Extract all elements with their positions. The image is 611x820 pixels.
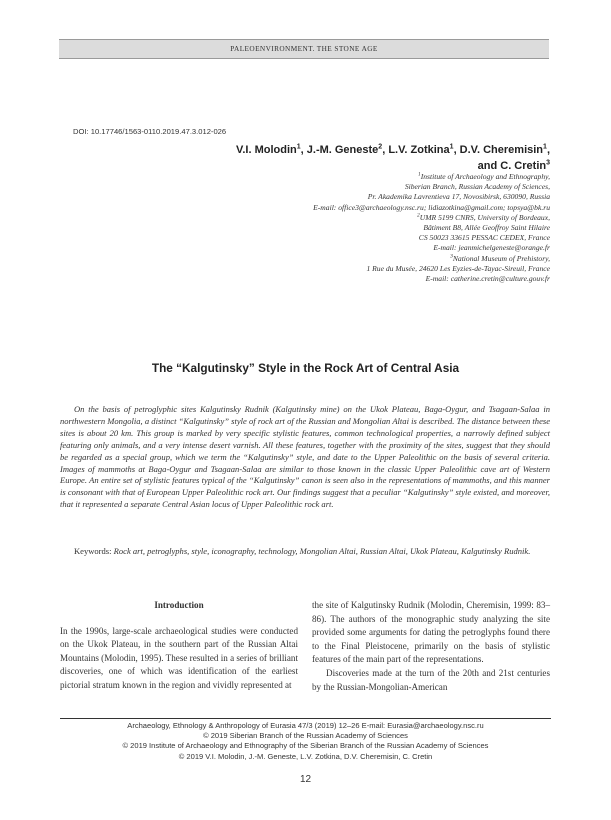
affiliation-line: Institute of Archaeology and Ethnography, [420,172,550,181]
keywords [60,546,550,558]
affiliations [90,172,550,284]
journal-footer [0,721,611,762]
journal-info: Archaeology, Ethnology & Anthropology of Eurasia 47/3 (2019) 12–26 E-mail: Eurasia@archaeology.nsc.ru [127,721,484,730]
article-title: The “Kalgutinsky” Style in the Rock Art of Central Asia [151,361,460,375]
keywords-label: Keywords: [74,546,114,556]
body-paragraph: the site of Kalgutinsky Rudnik (Molodin, Cheremisin, 1999: 83–86). The authors of the monographic study analyzing the site provided some arguments for dating the petroglyphs found there to the Final Pleistocene, primarily on the basis of stylistic features of the main part of the representations. [312,600,550,665]
affiliation-marker: 3 [546,159,550,167]
affiliation-line: Bâtiment B8, Allée Geoffroy Saint Hilaire [423,223,550,233]
affiliation-marker: 2 [378,143,383,151]
author-name: , D.V. Cheremisin [453,144,544,156]
author-separator: , [546,144,550,156]
affiliation-line: CS 50023 33615 PESSAC CEDEX, France [418,233,550,243]
author-name: V.I. Molodin [236,144,297,156]
keywords-text: Rock art, petroglyphs, style, iconography, technology, Mongolian Altai, Russian Altai, Ukok Plateau, Kalgutinsky Rudnik. [113,546,531,556]
affiliation-line: 1 Rue du Musée, 24620 Les Eyzies-de-Tayac-Sireuil, France [366,263,550,273]
affiliation-marker: 1 [296,143,301,151]
author-list [220,142,550,174]
affiliation-email: E-mail: office3@archaeology.nsc.ru; lidiazotkina@gmail.com; topsya@bk.ru [313,202,550,212]
body-paragraph: In the 1990s, large-scale archaeological studies were conducted on the Ukok Plateau, in the southern part of the Russian Altai Mountains (Molodin, 1995). These resulted in a series of brilliant discoveries, one of which was identification of the earliest pictorial stratum known in the region and vividly represented at [60,625,298,690]
affiliation-email: E-mail: jeanmichelgeneste@orange.fr [433,243,550,253]
footer-divider [60,718,551,719]
abstract: On the basis of petroglyphic sites Kalgutinsky Rudnik (Kalgutinsky mine) on the Ukok Plateau, Baga-Oygur, and Tsagaan-Salaa in northwestern Mongolia, a distinct “Kalgutinsky” style of rock art of the Russian and Mongolian Altai is described. The distance between these sites is about 20 km. This group is marked by very specific stylistic features, common technological properties, a narrowly defined subject featuring only animals, and a very intense desert varnish. All these features, together with the proximity of the sites, suggest that they should be regarded as a special group, which we term the “Kalgutinsky” style, and date to the Upper Paleolithic on the basis of several criteria. Images of mammoths at Baga-Oygur and Tsagaan-Salaa are similar to those known in the classic Upper Paleolithic cave art of Western Europe. An entire set of stylistic features typical of the “Kalgutinsky” canon is seen also in the representations of mammoths, and this manner is consonant with that of European Upper Paleolithic rock art. Our findings suggest that a peculiar “Kalgutinsky” style existed, and moreover, that it represented a separate Central Asian locus of Upper Paleolithic rock art. [60,404,550,510]
column-left [60,599,298,693]
copyright-line: © 2019 Siberian Branch of the Russian Academy of Sciences [203,731,408,741]
affiliation-line: National Museum of Prehistory, [452,253,550,263]
copyright-line: © 2019 V.I. Molodin, J.-M. Geneste, L.V. Zotkina, D.V. Cheremisin, C. Cretin [178,751,433,761]
running-head: PALEOENVIRONMENT. THE STONE AGE [59,39,549,59]
affiliation-marker: 1 [449,143,454,151]
doi: DOI: 10.17746/1563-0110.2019.47.3.012-026 [73,127,227,136]
affiliation-email: E-mail: catherine.cretin@culture.gouv.fr [425,274,550,284]
copyright-line: © 2019 Institute of Archaeology and Ethnography of the Siberian Branch of the Russian Academy of Sciences [122,741,489,751]
affiliation-marker: 3 [450,253,453,260]
author-name: and C. Cretin [477,160,547,172]
section-heading: Introduction [154,600,204,610]
column-right [312,599,550,694]
affiliation-line: UMR 5199 CNRS, University of Bordeaux, [419,212,550,222]
affiliation-marker: 1 [417,171,421,178]
affiliation-marker: 2 [416,212,420,219]
body-paragraph: Discoveries made at the turn of the 20th and 21st centuries by the Russian-Mongolian-American [312,667,550,692]
author-name: , L.V. Zotkina [382,144,450,156]
affiliation-line: Siberian Branch, Russian Academy of Sciences, [404,182,550,192]
page-number: 12 [299,774,312,785]
affiliation-marker: 1 [543,143,547,151]
author-name: , J.-M. Geneste [300,144,379,156]
affiliation-line: Pr. Akademika Lavrentieva 17, Novosibirsk, 630090, Russia [367,192,550,202]
